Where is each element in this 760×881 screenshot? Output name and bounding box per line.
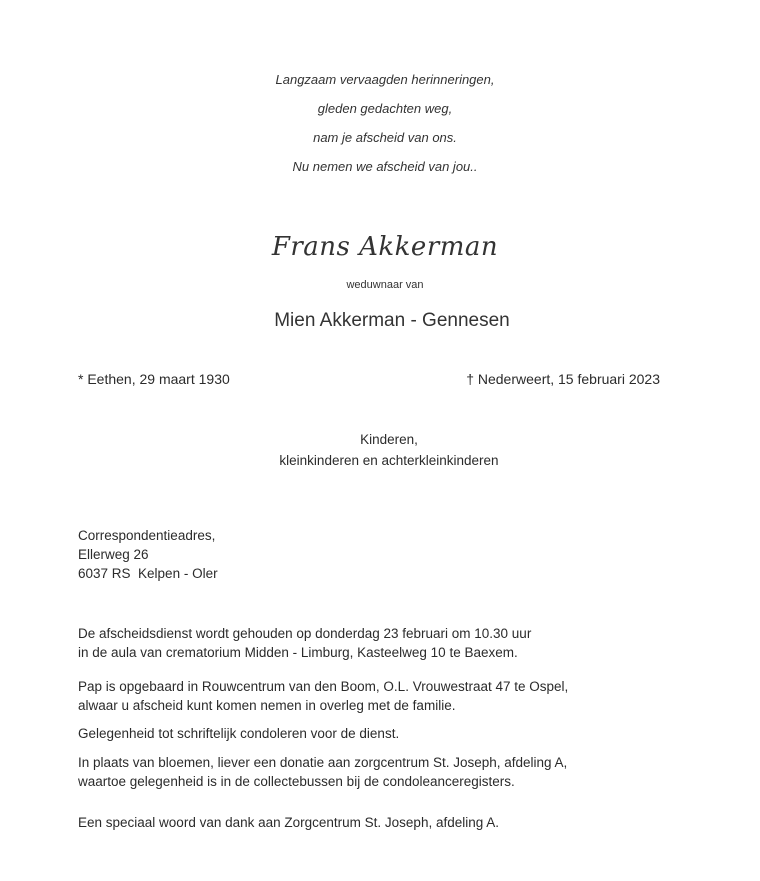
condolence-line: Gelegenheid tot schriftelijk condoleren voor de dienst. bbox=[78, 726, 400, 741]
condolence-info bbox=[78, 724, 399, 743]
family-line-1: Kinderen, bbox=[360, 432, 418, 447]
deceased-name: Frans Akkerman bbox=[271, 232, 499, 262]
donation-line-2: waartoe gelegenheid is in de collectebussen bij de condoleanceregisters. bbox=[78, 774, 515, 789]
spouse-name: Mien Akkerman - Gennesen bbox=[274, 310, 510, 331]
poem-line-2: gleden gedachten weg, bbox=[317, 101, 453, 116]
family-line-2: kleinkinderen en achterkleinkinderen bbox=[279, 453, 499, 468]
family-signature bbox=[0, 429, 760, 471]
viewing-line-1: Pap is opgebaard in Rouwcentrum van den Boom, O.L. Vrouwestraat 47 te Ospel, bbox=[78, 679, 569, 694]
poem-line-1: Langzaam vervaagden herinneringen, bbox=[275, 72, 495, 87]
poem-line-4: Nu nemen we afscheid van jou.. bbox=[292, 159, 478, 174]
thanks-info bbox=[78, 813, 499, 832]
viewing-line-2: alwaar u afscheid kunt komen nemen in overleg met de familie. bbox=[78, 698, 456, 713]
relation-text: weduwnaar van bbox=[346, 279, 424, 291]
thanks-line: Een speciaal woord van dank aan Zorgcentrum St. Joseph, afdeling A. bbox=[78, 815, 500, 830]
service-info bbox=[78, 624, 531, 662]
correspondence-city: 6037 RS Kelpen - Oler bbox=[78, 566, 218, 581]
donation-line-1: In plaats van bloemen, liever een donatie aan zorgcentrum St. Joseph, afdeling A, bbox=[78, 755, 568, 770]
viewing-info bbox=[78, 677, 568, 715]
poem-line-3: nam je afscheid van ons. bbox=[313, 130, 457, 145]
correspondence-label: Correspondentieadres, bbox=[78, 528, 216, 543]
birth-date: * Eethen, 29 maart 1930 bbox=[78, 371, 230, 387]
service-line-2: in de aula van crematorium Midden - Limburg, Kasteelweg 10 te Baexem. bbox=[78, 645, 518, 660]
service-line-1: De afscheidsdienst wordt gehouden op donderdag 23 februari om 10.30 uur bbox=[78, 626, 532, 641]
correspondence-street: Ellerweg 26 bbox=[78, 547, 149, 562]
donation-info bbox=[78, 753, 567, 791]
correspondence-address bbox=[78, 526, 218, 583]
death-date: † Nederweert, 15 februari 2023 bbox=[466, 371, 660, 387]
